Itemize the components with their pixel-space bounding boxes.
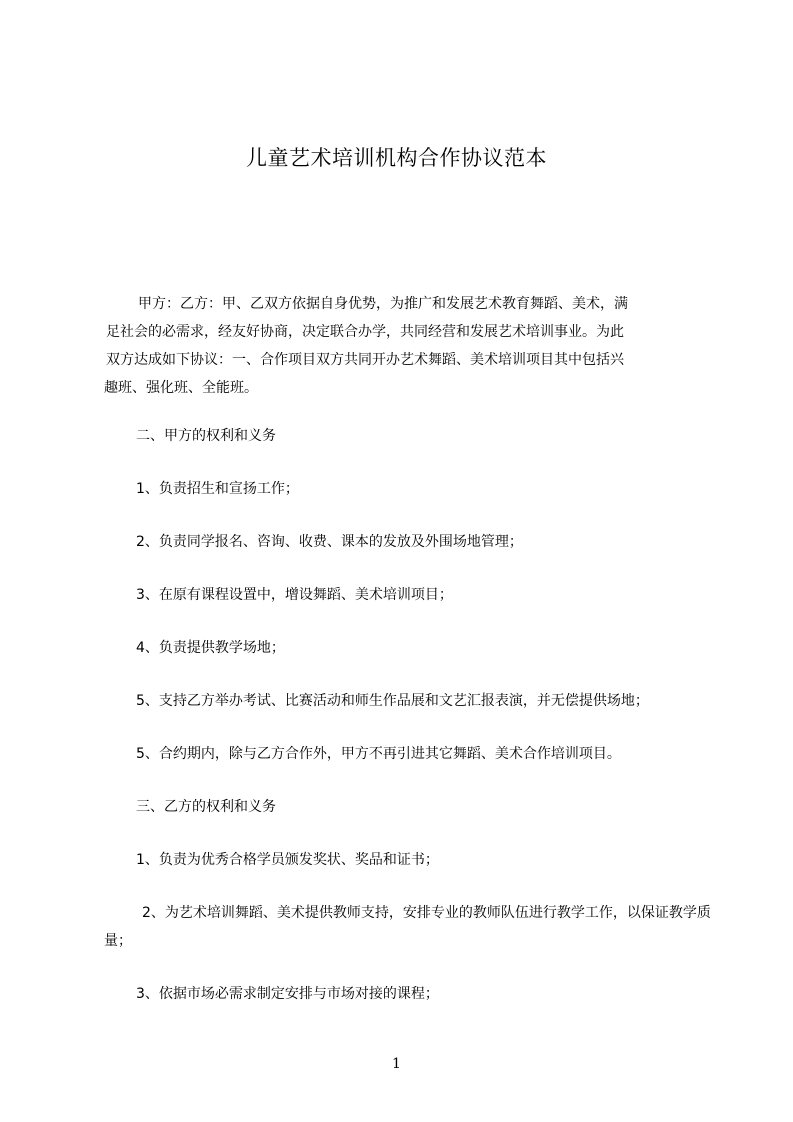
- section-two-item: 5、支持乙方举办考试、比赛活动和师生作品展和文艺汇报表演，并无偿提供场地；: [136, 693, 649, 709]
- intro-line: 甲方：乙方：甲、乙双方依据自身优势，为推广和发展艺术教育舞蹈、美术，满: [138, 296, 628, 312]
- section-two-item: 1、负责招生和宣扬工作；: [136, 481, 299, 497]
- section-three-item-text: 2、为艺术培训舞蹈、美术提供教师支持，安排专业的教师队伍进行教学工作，以保证教学质量；: [104, 905, 711, 949]
- section-two-item: 5、合约期内，除与乙方合作外，甲方不再引进其它舞蹈、美术合作培训项目。: [136, 746, 621, 762]
- section-two-item: 2、负责同学报名、咨询、收费、课本的发放及外围场地管理；: [136, 534, 523, 550]
- section-three-item: 3、依据市场必需求制定安排与市场对接的课程；: [136, 986, 439, 1002]
- intro-line: 双方达成如下协议：一、合作项目双方共同开办艺术舞蹈、美术培训项目其中包括兴: [106, 352, 624, 368]
- intro-line: 趣班、强化班、全能班。: [104, 380, 258, 396]
- section-three-item: 1、负责为优秀合格学员颁发奖状、奖品和证书；: [136, 852, 439, 868]
- section-two-item: 4、负责提供教学场地；: [136, 640, 285, 656]
- intro-paragraph: [104, 290, 716, 402]
- section-three-heading: 三、乙方的权利和义务: [136, 799, 276, 815]
- section-two-item: 3、在原有课程设置中，增设舞蹈、美术培训项目；: [136, 587, 453, 603]
- section-two-heading: 二、甲方的权利和义务: [136, 428, 276, 444]
- intro-line: 足社会的必需求，经友好协商，决定联合办学，共同经营和发展艺术培训事业。为此: [106, 324, 624, 340]
- document-title: 儿童艺术培训机构合作协议范本: [246, 146, 547, 170]
- section-three-item: [104, 899, 716, 955]
- page-number: 1: [392, 1056, 401, 1072]
